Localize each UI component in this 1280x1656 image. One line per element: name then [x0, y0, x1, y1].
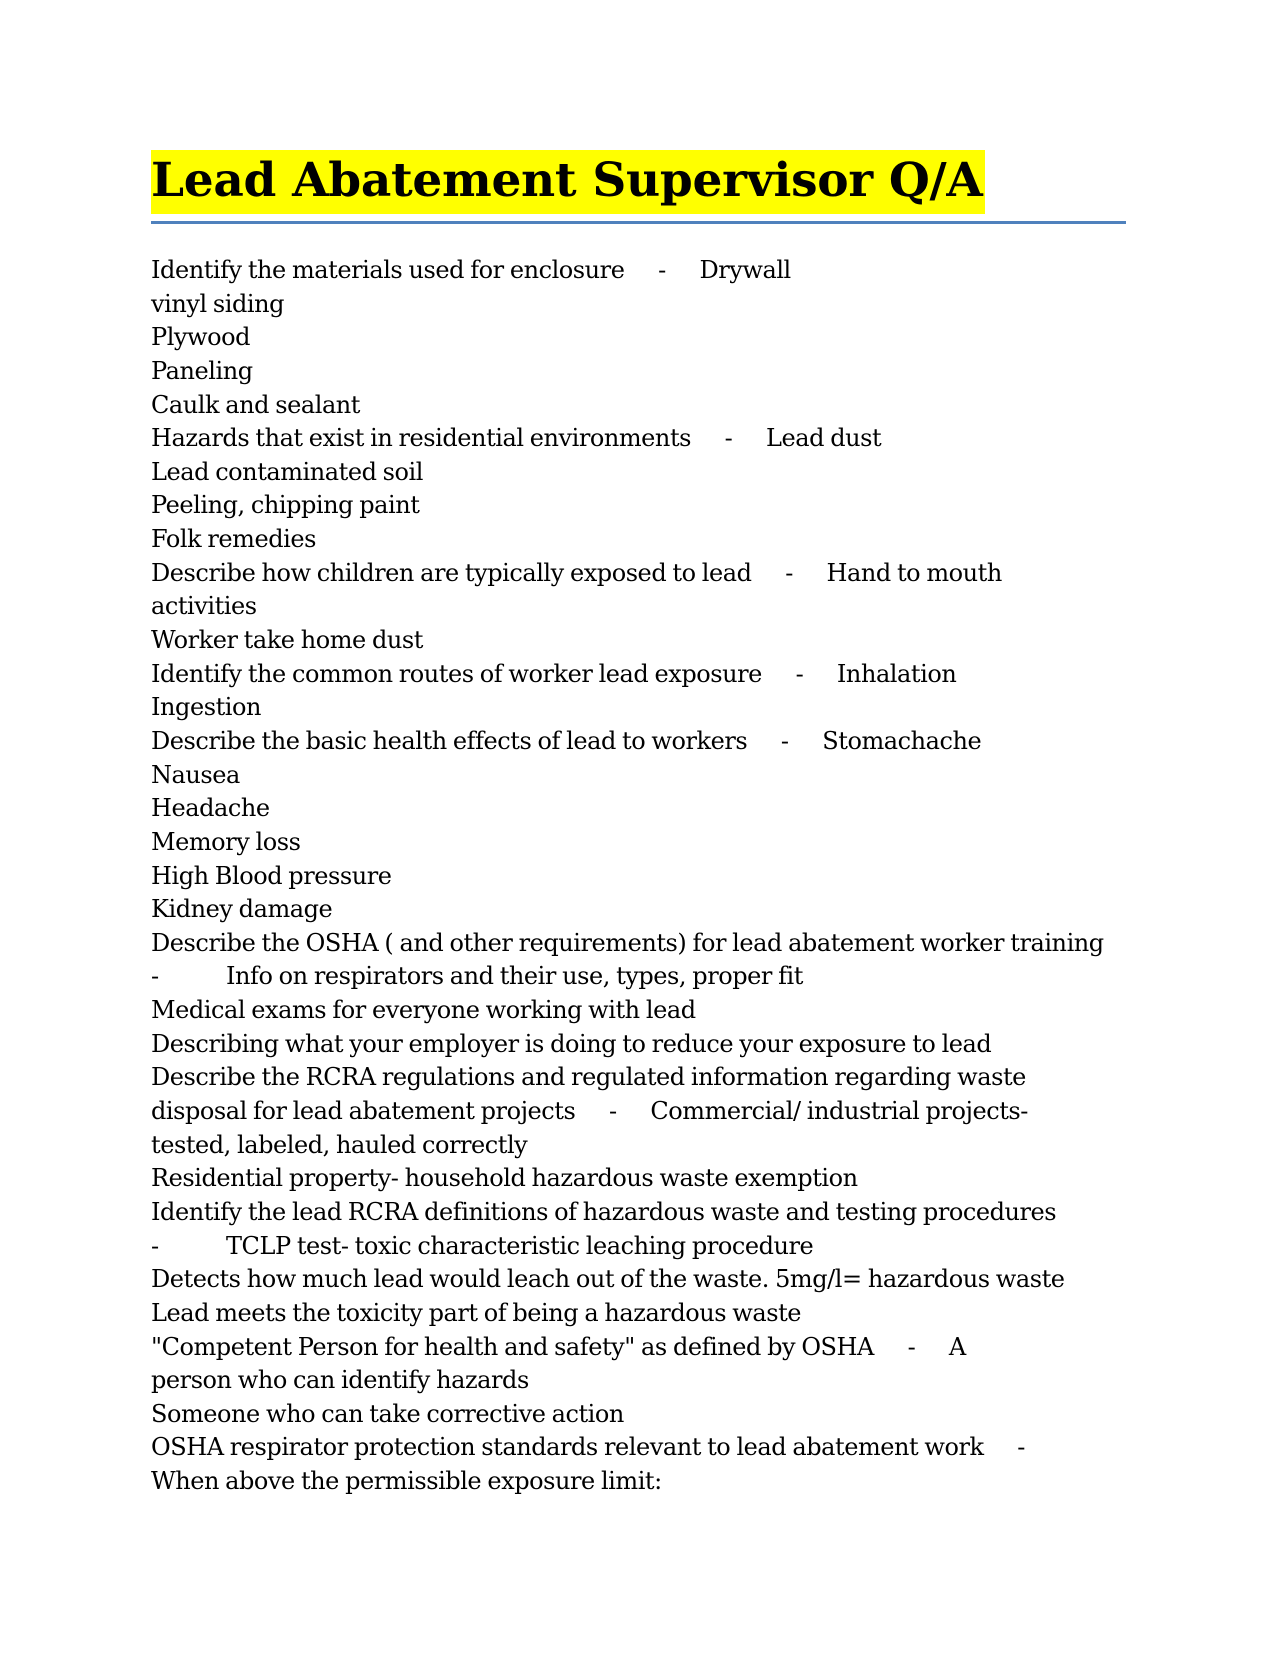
- answer-text: Info on respirators and their use, types, proper fit: [226, 962, 803, 991]
- line-text: Plywood: [151, 323, 251, 352]
- title-block: [151, 150, 1126, 214]
- title-underline-rule: [151, 221, 1126, 224]
- text-line: [151, 1061, 1141, 1095]
- qa-separator: -: [609, 1097, 617, 1126]
- line-text: Caulk and sealant: [151, 390, 360, 419]
- text-line: [151, 691, 1141, 725]
- answer-text: Commercial/ industrial projects-: [650, 1097, 1028, 1126]
- qa-separator: -: [780, 726, 789, 755]
- text-line: [151, 1364, 1141, 1398]
- text-line: [151, 1331, 1141, 1365]
- line-text: Headache: [151, 794, 270, 823]
- text-line: [151, 523, 1141, 557]
- line-text: tested, labeled, hauled correctly: [151, 1130, 528, 1159]
- answer-text: Drywall: [699, 256, 791, 284]
- qa-separator: -: [795, 659, 804, 688]
- text-line: [151, 994, 1141, 1028]
- answer-text: Inhalation: [836, 659, 957, 688]
- text-line: [151, 1465, 1141, 1499]
- text-line: [151, 489, 1141, 523]
- qa-separator: -: [1017, 1433, 1025, 1462]
- qa-separator: -: [907, 1332, 916, 1361]
- text-line: [151, 355, 1141, 389]
- line-text: Nausea: [151, 760, 240, 789]
- line-text: Peeling, chipping paint: [151, 491, 420, 520]
- qa-separator: -: [151, 962, 159, 991]
- text-line: [151, 288, 1141, 322]
- text-line: [151, 1162, 1141, 1196]
- text-line: [151, 422, 1141, 456]
- line-text: Worker take home dust: [151, 626, 423, 655]
- text-line: [151, 389, 1141, 423]
- line-text: activities: [151, 592, 257, 621]
- text-line: [151, 1263, 1141, 1297]
- line-text: Lead contaminated soil: [151, 457, 423, 486]
- line-text: Medical exams for everyone working with lead: [151, 996, 696, 1025]
- document-title: Lead Abatement Supervisor Q/A: [151, 150, 985, 214]
- text-line: [151, 893, 1141, 927]
- answer-text: Stomachache: [822, 726, 982, 755]
- text-line: [151, 759, 1141, 793]
- text-line: [151, 1230, 1141, 1264]
- line-text: Memory loss: [151, 827, 301, 856]
- document-body: [151, 254, 1141, 1499]
- line-text: Folk remedies: [151, 525, 316, 554]
- line-text: vinyl siding: [151, 289, 285, 318]
- text-line: [151, 826, 1141, 860]
- answer-text: A: [948, 1332, 966, 1361]
- text-line: [151, 1196, 1141, 1230]
- question-text: disposal for lead abatement projects: [151, 1097, 576, 1126]
- question-text: Identify the common routes of worker lead exposure: [151, 659, 762, 688]
- text-line: [151, 1028, 1141, 1062]
- text-line: [151, 1129, 1141, 1163]
- qa-separator: -: [658, 256, 666, 284]
- line-text: Lead meets the toxicity part of being a hazardous waste: [151, 1298, 802, 1327]
- text-line: [151, 321, 1141, 355]
- text-line: [151, 960, 1141, 994]
- line-text: Kidney damage: [151, 895, 333, 924]
- line-text: Describe the OSHA ( and other requirements) for lead abatement worker training: [151, 928, 1104, 957]
- line-text: Residential property- household hazardous waste exemption: [151, 1164, 858, 1193]
- text-line: [151, 1431, 1141, 1465]
- line-text: Describe the RCRA regulations and regulated information regarding waste: [151, 1063, 1026, 1092]
- line-text: Describing what your employer is doing to reduce your exposure to lead: [151, 1029, 992, 1058]
- line-text: Paneling: [151, 356, 253, 385]
- text-line: [151, 590, 1141, 624]
- line-text: Identify the lead RCRA definitions of hazardous waste and testing procedures: [151, 1197, 1057, 1226]
- question-text: Describe how children are typically exposed to lead: [151, 558, 752, 587]
- text-line: [151, 792, 1141, 826]
- line-text: When above the permissible exposure limit:: [151, 1467, 662, 1496]
- text-line: [151, 1297, 1141, 1331]
- question-text: Identify the materials used for enclosure: [151, 256, 625, 284]
- answer-text: Lead dust: [766, 424, 882, 453]
- qa-separator: -: [785, 558, 793, 587]
- text-line: [151, 725, 1141, 759]
- text-line: [151, 557, 1141, 591]
- qa-separator: -: [724, 424, 733, 453]
- line-text: Detects how much lead would leach out of the waste. 5mg/l= hazardous waste: [151, 1265, 1065, 1294]
- question-text: Hazards that exist in residential environments: [151, 424, 691, 453]
- line-text: High Blood pressure: [151, 861, 392, 890]
- line-text: Someone who can take corrective action: [151, 1399, 624, 1428]
- line-text: person who can identify hazards: [151, 1366, 529, 1395]
- question-text: OSHA respirator protection standards relevant to lead abatement work: [151, 1433, 984, 1462]
- question-text: Describe the basic health effects of lead to workers: [151, 726, 748, 755]
- text-line: [151, 1095, 1141, 1129]
- text-line: [151, 860, 1141, 894]
- text-line: [151, 456, 1141, 490]
- text-line: [151, 658, 1141, 692]
- text-line: [151, 927, 1141, 961]
- answer-text: TCLP test- toxic characteristic leaching procedure: [226, 1231, 814, 1260]
- line-text: Ingestion: [151, 693, 261, 722]
- answer-text: Hand to mouth: [826, 558, 1002, 587]
- question-text: "Competent Person for health and safety" as defined by OSHA: [151, 1332, 874, 1361]
- text-line: [151, 254, 1141, 288]
- text-line: [151, 1398, 1141, 1432]
- text-line: [151, 624, 1141, 658]
- qa-separator: -: [151, 1231, 159, 1260]
